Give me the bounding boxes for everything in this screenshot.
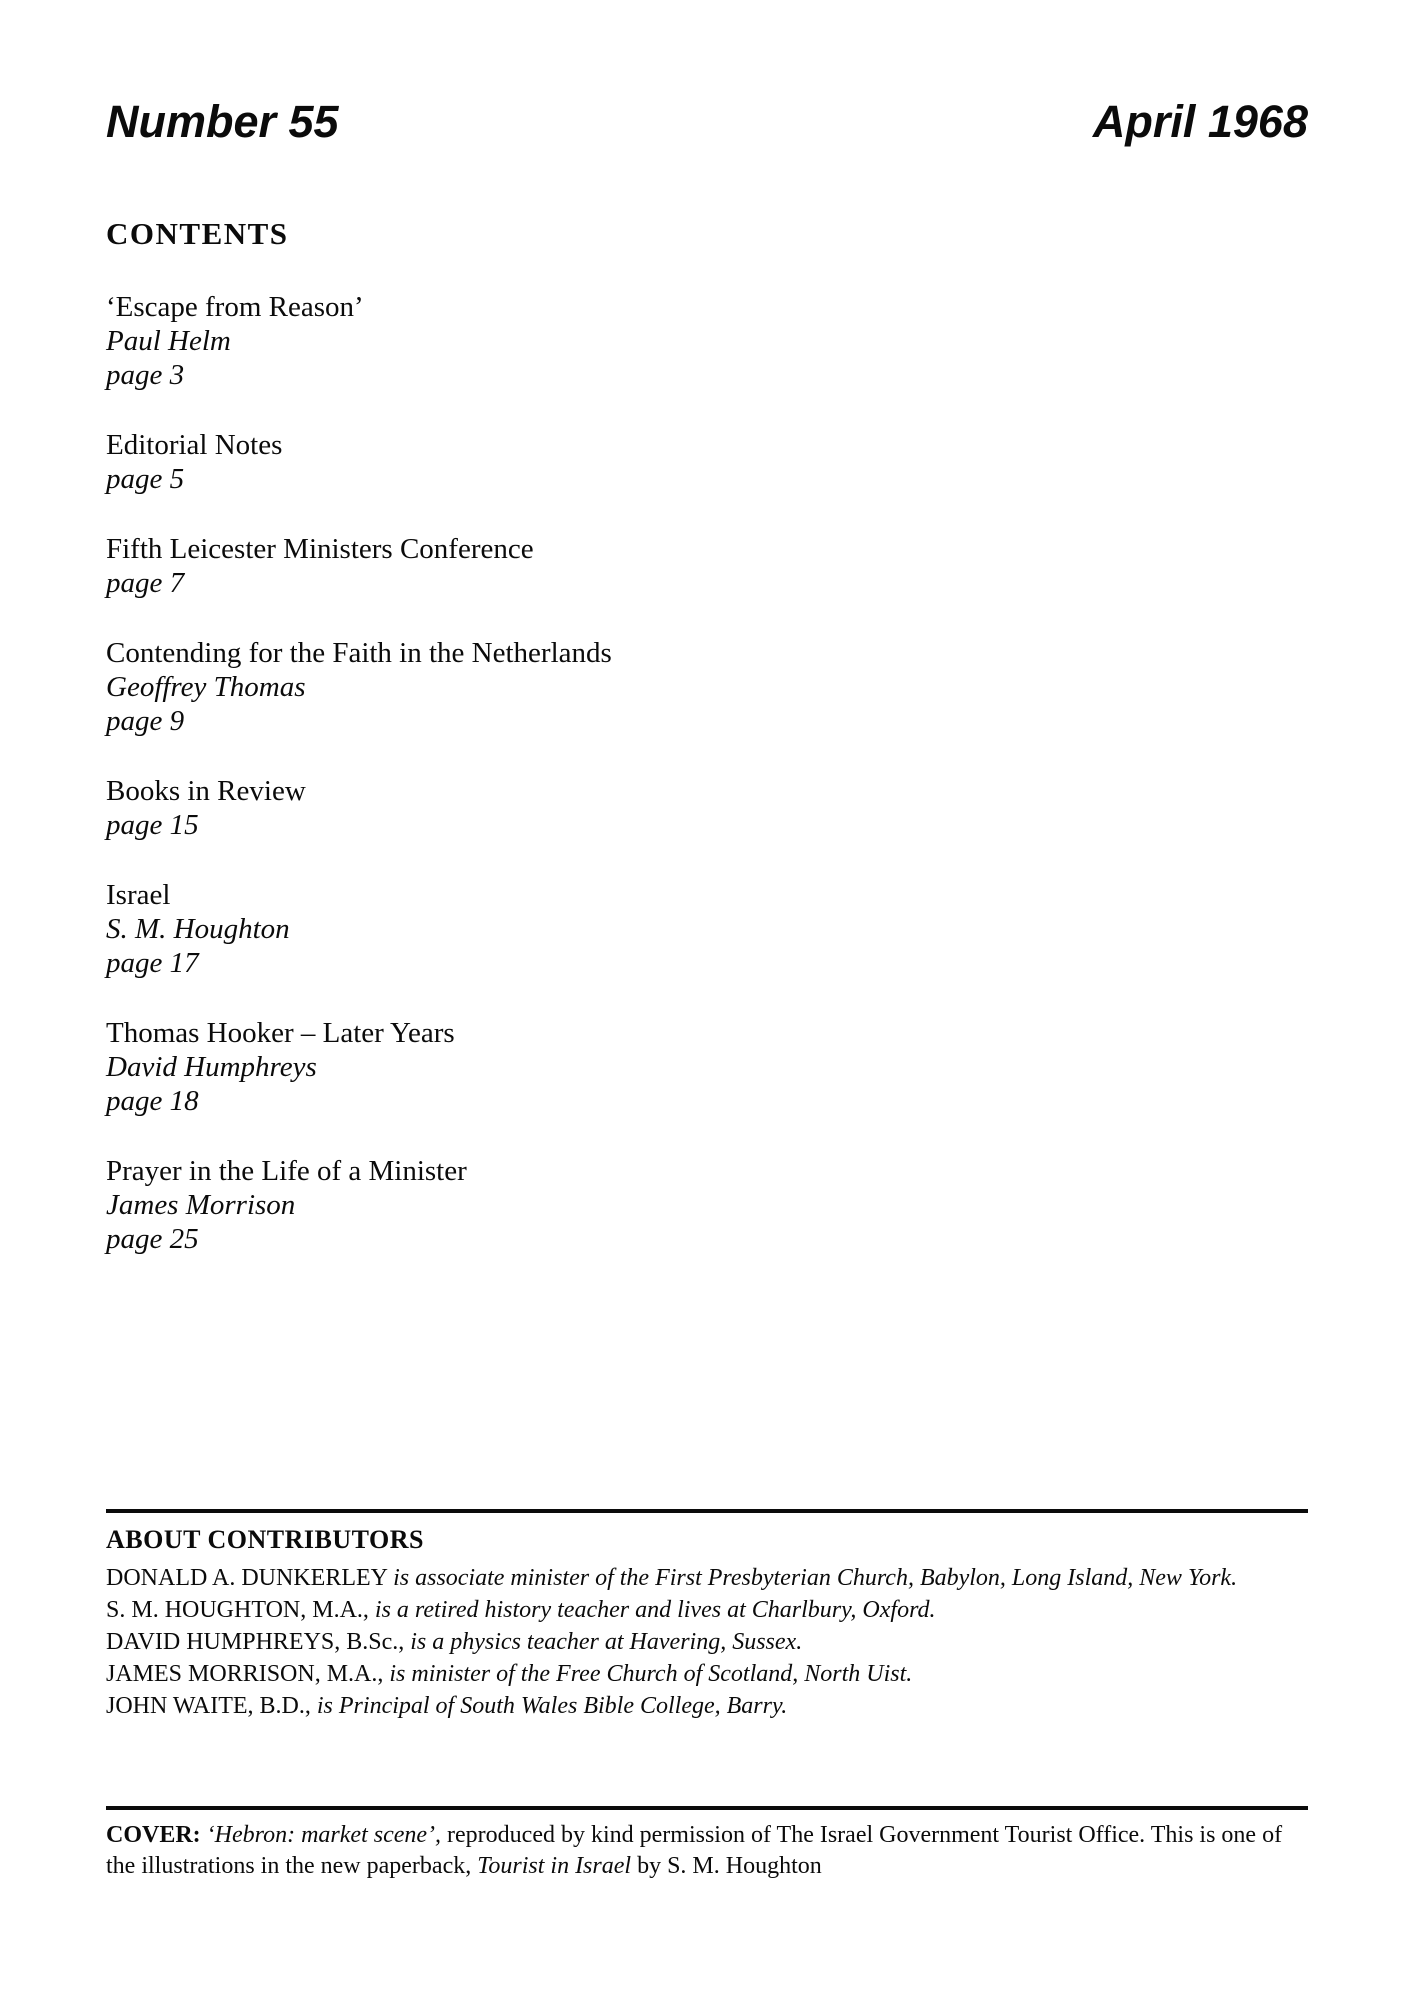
article-title: Israel bbox=[106, 879, 171, 911]
article-page: page 7 bbox=[106, 567, 185, 599]
article-title: Editorial Notes bbox=[106, 429, 283, 461]
contributor-item bbox=[106, 1658, 1246, 1690]
cover-byline: by S. M. Houghton bbox=[637, 1853, 822, 1879]
article-page: page 25 bbox=[106, 1223, 199, 1255]
article-title: Fifth Leicester Ministers Conference bbox=[106, 533, 534, 565]
article-page: page 18 bbox=[106, 1085, 199, 1117]
contributor-name: DONALD A. DUNKERLEY bbox=[106, 1565, 388, 1591]
issue-date: April 1968 bbox=[1092, 96, 1308, 147]
contributor-description: is a physics teacher at Havering, Sussex. bbox=[410, 1629, 803, 1655]
contributor-name: S. M. HOUGHTON, M.A., bbox=[106, 1597, 369, 1623]
cover-label: COVER: bbox=[106, 1822, 201, 1848]
contributors-list bbox=[106, 1562, 1246, 1722]
contributor-item bbox=[106, 1594, 1246, 1626]
toc-entry bbox=[106, 1016, 886, 1118]
article-author: Paul Helm bbox=[106, 325, 231, 357]
article-title: Contending for the Faith in the Netherlands bbox=[106, 637, 612, 669]
contributor-item bbox=[106, 1626, 1246, 1658]
cover-caption-title: ‘Hebron: market scene’, bbox=[206, 1822, 442, 1848]
divider-rule-bottom bbox=[106, 1806, 1308, 1810]
contents-heading: CONTENTS bbox=[106, 216, 289, 251]
contributor-item bbox=[106, 1562, 1246, 1594]
contributor-description: is a retired history teacher and lives at Charlbury, Oxford. bbox=[374, 1597, 936, 1623]
masthead bbox=[106, 96, 1308, 147]
contributor-description: is minister of the Free Church of Scotland, North Uist. bbox=[389, 1661, 913, 1687]
article-title: Books in Review bbox=[106, 775, 306, 807]
article-page: page 3 bbox=[106, 359, 185, 391]
contributor-name: JAMES MORRISON, M.A., bbox=[106, 1661, 384, 1687]
article-title: Thomas Hooker – Later Years bbox=[106, 1017, 455, 1049]
toc-entry bbox=[106, 532, 886, 600]
article-page: page 15 bbox=[106, 809, 199, 841]
article-page: page 9 bbox=[106, 705, 185, 737]
toc-entry bbox=[106, 636, 886, 738]
article-title: Prayer in the Life of a Minister bbox=[106, 1155, 467, 1187]
contributor-name: DAVID HUMPHREYS, B.Sc., bbox=[106, 1629, 405, 1655]
contributors-heading: ABOUT CONTRIBUTORS bbox=[106, 1525, 424, 1554]
article-page: page 17 bbox=[106, 947, 199, 979]
article-page: page 5 bbox=[106, 463, 185, 495]
article-author: David Humphreys bbox=[106, 1051, 317, 1083]
contributor-item bbox=[106, 1690, 1246, 1722]
article-author: James Morrison bbox=[106, 1189, 296, 1221]
cover-note bbox=[106, 1820, 1308, 1882]
article-author: S. M. Houghton bbox=[106, 913, 290, 945]
contributor-name: JOHN WAITE, B.D., bbox=[106, 1693, 311, 1719]
toc-entry bbox=[106, 428, 886, 496]
contributor-description: is associate minister of the First Presbyterian Church, Babylon, Long Island, New York. bbox=[393, 1565, 1238, 1591]
toc-entry bbox=[106, 774, 886, 842]
toc-entry bbox=[106, 1154, 886, 1256]
cover-caption-text: reproduced by kind permission of The Israel Government Tourist Office. This is one of the illustrations in the new paperback, bbox=[106, 1822, 1283, 1879]
divider-rule-top bbox=[106, 1509, 1308, 1513]
article-author: Geoffrey Thomas bbox=[106, 671, 306, 703]
contributor-description: is Principal of South Wales Bible College, Barry. bbox=[316, 1693, 788, 1719]
table-of-contents bbox=[106, 290, 886, 1292]
cover-book-title: Tourist in Israel bbox=[477, 1853, 632, 1879]
issue-number: Number 55 bbox=[106, 96, 339, 147]
article-title: ‘Escape from Reason’ bbox=[106, 291, 364, 323]
toc-entry bbox=[106, 290, 886, 392]
toc-entry bbox=[106, 878, 886, 980]
